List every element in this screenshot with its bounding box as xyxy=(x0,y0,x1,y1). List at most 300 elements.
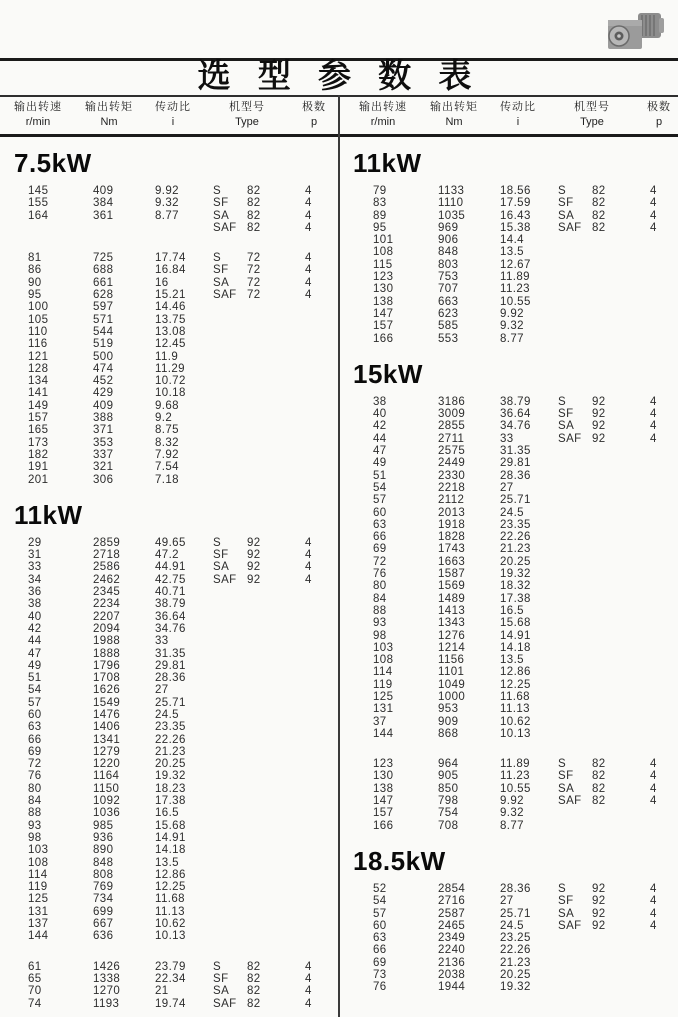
header-cell xyxy=(487,99,549,130)
table-row xyxy=(0,961,339,973)
type-size-cell xyxy=(592,494,638,506)
speed-cell: 130 xyxy=(373,770,394,783)
type-prefix-cell xyxy=(213,783,247,795)
table-row xyxy=(0,400,339,412)
poles-cell xyxy=(638,234,678,246)
type-size-cell xyxy=(247,400,293,412)
table-row xyxy=(0,709,339,721)
speed-cell: 157 xyxy=(373,320,394,333)
speed-cell: 84 xyxy=(373,592,387,605)
type-size-cell xyxy=(592,807,638,819)
type-prefix-cell: SF xyxy=(558,197,574,210)
header-label-cn: 传动比 xyxy=(500,101,536,113)
section-title: 11kW xyxy=(353,148,422,178)
table-column-left xyxy=(0,138,339,1017)
power-section xyxy=(0,500,339,1010)
type-size-cell xyxy=(247,363,293,375)
type-size-cell xyxy=(592,308,638,320)
type-prefix-cell xyxy=(213,387,247,399)
torque-cell: 1476 xyxy=(93,708,121,721)
poles-cell: 4 xyxy=(650,919,657,932)
table-row xyxy=(0,611,339,623)
type-size-cell: 72 xyxy=(247,276,261,289)
speed-cell: 123 xyxy=(373,758,394,771)
torque-cell: 500 xyxy=(93,350,114,363)
table-row xyxy=(339,185,678,197)
poles-cell: 4 xyxy=(650,408,657,421)
poles-cell xyxy=(638,457,678,469)
type-prefix-cell xyxy=(558,494,592,506)
ratio-cell: 8.77 xyxy=(500,819,524,832)
speed-cell: 33 xyxy=(28,561,42,574)
table-row xyxy=(0,338,339,350)
speed-cell: 90 xyxy=(28,276,42,289)
poles-cell: 4 xyxy=(305,549,312,562)
table-row xyxy=(0,363,339,375)
type-prefix-cell xyxy=(558,470,592,482)
speed-cell: 138 xyxy=(373,782,394,795)
ratio-cell: 12.25 xyxy=(155,881,186,894)
type-prefix-cell: SAF xyxy=(558,432,582,445)
ratio-cell: 13.5 xyxy=(500,246,524,259)
table-row xyxy=(0,474,339,486)
type-size-cell: 92 xyxy=(592,919,606,932)
table-row xyxy=(339,433,678,445)
type-prefix-cell: SAF xyxy=(558,795,582,808)
torque-cell: 388 xyxy=(93,412,114,425)
type-prefix-cell: S xyxy=(213,536,222,549)
type-prefix-cell xyxy=(213,881,247,893)
speed-cell: 88 xyxy=(373,604,387,617)
torque-cell: 688 xyxy=(93,264,114,277)
speed-cell: 74 xyxy=(28,997,42,1010)
speed-cell: 60 xyxy=(373,506,387,519)
type-prefix-cell xyxy=(213,893,247,905)
speed-cell: 84 xyxy=(28,795,42,808)
section-title: 7.5kW xyxy=(14,148,92,178)
table-row xyxy=(0,277,339,289)
speed-cell: 83 xyxy=(373,197,387,210)
header-label-cn: 输出转矩 xyxy=(85,101,133,113)
type-prefix-cell xyxy=(558,654,592,666)
ratio-cell: 40.71 xyxy=(155,586,186,599)
table-row xyxy=(0,264,339,276)
type-size-cell xyxy=(247,684,293,696)
table-row xyxy=(339,944,678,956)
table-row xyxy=(0,881,339,893)
table-row xyxy=(339,494,678,506)
table-row xyxy=(339,197,678,209)
speed-cell: 37 xyxy=(373,715,387,728)
type-size-cell xyxy=(592,654,638,666)
row-block xyxy=(339,883,678,994)
type-size-cell: 82 xyxy=(247,209,261,222)
table-row xyxy=(339,568,678,580)
speed-cell: 147 xyxy=(373,795,394,808)
type-prefix-cell xyxy=(558,283,592,295)
type-prefix-cell: SAF xyxy=(213,221,237,234)
table-row xyxy=(0,770,339,782)
type-size-cell xyxy=(592,470,638,482)
type-size-cell xyxy=(247,820,293,832)
poles-cell xyxy=(638,969,678,981)
speed-cell: 40 xyxy=(373,408,387,421)
table-row xyxy=(0,807,339,819)
type-prefix-cell xyxy=(558,445,592,457)
speed-cell: 164 xyxy=(28,209,49,222)
speed-cell: 65 xyxy=(28,972,42,985)
poles-cell xyxy=(638,568,678,580)
torque-cell: 2349 xyxy=(438,932,466,945)
torque-cell: 474 xyxy=(93,362,114,375)
type-prefix-cell xyxy=(213,770,247,782)
ratio-cell: 28.36 xyxy=(155,672,186,685)
type-size-cell xyxy=(592,482,638,494)
table-row xyxy=(0,832,339,844)
table-row xyxy=(339,556,678,568)
speed-cell: 54 xyxy=(28,684,42,697)
table-row xyxy=(0,734,339,746)
type-size-cell xyxy=(247,758,293,770)
table-row xyxy=(0,869,339,881)
table-row xyxy=(0,985,339,997)
ratio-cell: 14.4 xyxy=(500,234,524,247)
poles-cell xyxy=(638,703,678,715)
header-label-cn: 输出转矩 xyxy=(430,101,478,113)
poles-cell: 4 xyxy=(650,185,657,197)
table-row xyxy=(0,746,339,758)
table-row xyxy=(0,375,339,387)
table-row xyxy=(339,617,678,629)
header-label-en: p xyxy=(310,116,318,128)
row-block xyxy=(0,537,339,943)
torque-cell: 1918 xyxy=(438,518,466,531)
type-size-cell xyxy=(592,457,638,469)
torque-cell: 1193 xyxy=(93,997,120,1010)
type-prefix-cell: S xyxy=(558,758,567,771)
table-row xyxy=(339,908,678,920)
ratio-cell: 49.65 xyxy=(155,536,186,549)
ratio-cell: 20.25 xyxy=(500,969,531,982)
table-row xyxy=(0,973,339,985)
torque-cell: 1888 xyxy=(93,647,121,660)
table-row xyxy=(339,333,678,345)
row-block xyxy=(339,396,678,740)
poles-cell xyxy=(638,333,678,345)
type-prefix-cell: SF xyxy=(558,408,574,421)
torque-cell: 628 xyxy=(93,289,114,302)
type-size-cell xyxy=(592,679,638,691)
ratio-cell: 25.71 xyxy=(155,696,186,709)
type-size-cell: 82 xyxy=(247,985,261,998)
header-cell xyxy=(345,99,421,130)
torque-cell: 321 xyxy=(93,461,114,474)
table-row xyxy=(0,461,339,473)
table-row xyxy=(339,396,678,408)
ratio-cell: 17.74 xyxy=(155,252,186,265)
type-prefix-cell: SAF xyxy=(213,573,237,586)
speed-cell: 165 xyxy=(28,424,49,437)
type-prefix-cell xyxy=(558,308,592,320)
poles-cell xyxy=(638,666,678,678)
type-prefix-cell xyxy=(558,728,592,740)
ratio-cell: 42.75 xyxy=(155,573,186,586)
poles-cell xyxy=(638,531,678,543)
type-prefix-cell: S xyxy=(558,882,567,895)
type-prefix-cell xyxy=(213,635,247,647)
table-row xyxy=(339,283,678,295)
speed-cell: 63 xyxy=(373,932,387,945)
ratio-cell: 23.35 xyxy=(500,518,531,531)
type-prefix-cell: SA xyxy=(558,782,575,795)
table-row xyxy=(339,593,678,605)
speed-cell: 54 xyxy=(373,895,387,908)
type-size-cell xyxy=(592,531,638,543)
speed-cell: 108 xyxy=(373,654,394,667)
torque-cell: 1279 xyxy=(93,745,121,758)
table-row xyxy=(0,598,339,610)
torque-cell: 1626 xyxy=(93,684,121,697)
type-prefix-cell xyxy=(213,623,247,635)
type-prefix-cell xyxy=(558,691,592,703)
poles-cell xyxy=(638,519,678,531)
table-row xyxy=(339,654,678,666)
type-prefix-cell xyxy=(213,930,247,942)
speed-cell: 173 xyxy=(28,436,49,449)
type-size-cell xyxy=(247,783,293,795)
type-prefix-cell xyxy=(213,758,247,770)
torque-cell: 909 xyxy=(438,715,459,728)
type-size-cell xyxy=(247,709,293,721)
type-size-cell: 92 xyxy=(592,895,606,908)
table-row xyxy=(339,210,678,222)
type-prefix-cell xyxy=(558,457,592,469)
speed-cell: 36 xyxy=(28,586,42,599)
torque-cell: 1413 xyxy=(438,604,466,617)
speed-cell: 166 xyxy=(373,332,394,345)
torque-cell: 571 xyxy=(93,313,114,326)
table-row xyxy=(339,969,678,981)
torque-cell: 848 xyxy=(438,246,459,259)
type-size-cell xyxy=(247,807,293,819)
poles-cell: 4 xyxy=(305,960,312,973)
torque-cell: 803 xyxy=(438,258,459,271)
poles-cell xyxy=(638,654,678,666)
torque-cell: 306 xyxy=(93,473,114,486)
table-column-right xyxy=(339,138,678,1017)
speed-cell: 66 xyxy=(373,944,387,957)
ratio-cell: 16.43 xyxy=(500,209,531,222)
speed-cell: 49 xyxy=(373,457,387,470)
speed-cell: 110 xyxy=(28,325,48,338)
type-prefix-cell xyxy=(558,482,592,494)
header-label-en: Type xyxy=(235,116,259,128)
type-size-cell xyxy=(592,944,638,956)
header-cell xyxy=(290,99,338,130)
poles-cell: 4 xyxy=(305,197,312,210)
speed-cell: 76 xyxy=(373,568,387,581)
speed-cell: 101 xyxy=(373,234,394,247)
table-row xyxy=(339,308,678,320)
type-size-cell: 92 xyxy=(247,536,261,549)
ratio-cell: 7.18 xyxy=(155,473,179,486)
torque-cell: 953 xyxy=(438,703,459,716)
type-prefix-cell xyxy=(213,746,247,758)
ratio-cell: 9.92 xyxy=(500,795,524,808)
type-prefix-cell xyxy=(558,957,592,969)
type-size-cell xyxy=(592,932,638,944)
type-prefix-cell: SAF xyxy=(558,221,582,234)
speed-cell: 201 xyxy=(28,473,49,486)
torque-cell: 2449 xyxy=(438,457,466,470)
torque-cell: 3186 xyxy=(438,395,466,408)
type-prefix-cell xyxy=(558,296,592,308)
torque-cell: 2330 xyxy=(438,469,466,482)
table-row xyxy=(0,795,339,807)
poles-cell xyxy=(638,482,678,494)
type-prefix-cell xyxy=(213,449,247,461)
type-size-cell xyxy=(592,642,638,654)
ratio-cell: 12.45 xyxy=(155,338,186,351)
speed-cell: 114 xyxy=(28,868,48,881)
page-title: 选 型 参 数 表 xyxy=(197,57,481,94)
type-size-cell xyxy=(247,314,293,326)
speed-cell: 29 xyxy=(28,536,42,549)
header-label-cn: 输出转速 xyxy=(359,101,407,113)
type-prefix-cell: SA xyxy=(213,985,230,998)
speed-cell: 95 xyxy=(28,289,42,302)
type-prefix-cell: S xyxy=(213,252,222,265)
speed-cell: 76 xyxy=(373,981,387,994)
speed-cell: 38 xyxy=(373,395,387,408)
type-size-cell: 82 xyxy=(592,185,606,197)
poles-cell xyxy=(638,691,678,703)
speed-cell: 103 xyxy=(373,641,394,654)
type-size-cell xyxy=(592,605,638,617)
type-size-cell xyxy=(247,832,293,844)
type-prefix-cell: SA xyxy=(213,209,230,222)
table-row xyxy=(339,408,678,420)
type-size-cell: 82 xyxy=(592,197,606,210)
torque-cell: 2859 xyxy=(93,536,121,549)
speed-cell: 114 xyxy=(373,666,393,679)
torque-cell: 2854 xyxy=(438,882,466,895)
type-size-cell: 82 xyxy=(592,758,606,771)
poles-cell: 4 xyxy=(305,221,312,234)
torque-cell: 1276 xyxy=(438,629,466,642)
speed-cell: 108 xyxy=(373,246,394,259)
type-size-cell xyxy=(592,333,638,345)
table-row xyxy=(339,234,678,246)
table-row xyxy=(0,314,339,326)
ratio-cell: 8.75 xyxy=(155,424,179,437)
type-prefix-cell xyxy=(213,795,247,807)
ratio-cell: 36.64 xyxy=(500,408,531,421)
poles-cell: 4 xyxy=(305,997,312,1010)
ratio-cell: 29.81 xyxy=(155,659,186,672)
torque-cell: 1092 xyxy=(93,795,121,808)
torque-cell: 1270 xyxy=(93,985,121,998)
speed-cell: 119 xyxy=(373,678,393,691)
type-prefix-cell xyxy=(213,400,247,412)
torque-cell: 1549 xyxy=(93,696,121,709)
poles-cell: 4 xyxy=(650,770,657,783)
table-row xyxy=(0,998,339,1010)
speed-cell: 40 xyxy=(28,610,42,623)
ratio-cell: 11.23 xyxy=(500,283,530,296)
speed-cell: 147 xyxy=(373,307,394,320)
speed-cell: 60 xyxy=(373,919,387,932)
torque-cell: 636 xyxy=(93,930,114,943)
header-label-en: r/min xyxy=(25,116,51,128)
table-row xyxy=(339,320,678,332)
table-row xyxy=(339,296,678,308)
speed-cell: 128 xyxy=(28,362,49,375)
table-row xyxy=(339,758,678,770)
poles-cell: 4 xyxy=(650,795,657,808)
table-row xyxy=(0,549,339,561)
type-prefix-cell xyxy=(213,697,247,709)
poles-cell xyxy=(638,716,678,728)
torque-cell: 337 xyxy=(93,448,114,461)
gearmotor-image xyxy=(602,8,668,56)
type-prefix-cell: S xyxy=(213,960,222,973)
speed-cell: 51 xyxy=(373,469,387,482)
type-size-cell xyxy=(592,969,638,981)
type-size-cell xyxy=(592,271,638,283)
type-size-cell xyxy=(247,375,293,387)
type-prefix-cell xyxy=(213,375,247,387)
speed-cell: 98 xyxy=(373,629,387,642)
type-size-cell xyxy=(247,918,293,930)
type-size-cell xyxy=(592,957,638,969)
type-prefix-cell xyxy=(558,543,592,555)
table-row xyxy=(0,574,339,586)
speed-cell: 119 xyxy=(28,881,48,894)
poles-cell xyxy=(638,543,678,555)
table-row xyxy=(0,424,339,436)
torque-cell: 661 xyxy=(93,276,114,289)
type-size-cell xyxy=(247,338,293,350)
type-size-cell: 82 xyxy=(247,997,261,1010)
type-size-cell xyxy=(247,770,293,782)
poles-cell xyxy=(638,605,678,617)
ratio-cell: 19.74 xyxy=(155,997,186,1010)
speed-cell: 157 xyxy=(28,412,49,425)
speed-cell: 81 xyxy=(28,252,42,265)
speed-cell: 47 xyxy=(373,445,387,458)
poles-cell xyxy=(638,630,678,642)
table-row xyxy=(339,445,678,457)
ratio-cell: 19.32 xyxy=(155,770,186,783)
ratio-cell: 27 xyxy=(155,684,169,697)
speed-cell: 144 xyxy=(28,930,49,943)
torque-cell: 1036 xyxy=(93,807,121,820)
poles-cell: 4 xyxy=(305,972,312,985)
speed-cell: 125 xyxy=(373,690,394,703)
ratio-cell: 20.25 xyxy=(155,758,186,771)
table-row xyxy=(339,531,678,543)
torque-cell: 597 xyxy=(93,301,114,314)
table-row xyxy=(0,820,339,832)
torque-cell: 1406 xyxy=(93,721,121,734)
speed-cell: 93 xyxy=(373,617,387,630)
poles-cell: 4 xyxy=(650,758,657,771)
torque-cell: 2112 xyxy=(438,494,465,507)
ratio-cell: 47.2 xyxy=(155,549,179,562)
type-size-cell xyxy=(247,474,293,486)
torque-cell: 708 xyxy=(438,819,459,832)
